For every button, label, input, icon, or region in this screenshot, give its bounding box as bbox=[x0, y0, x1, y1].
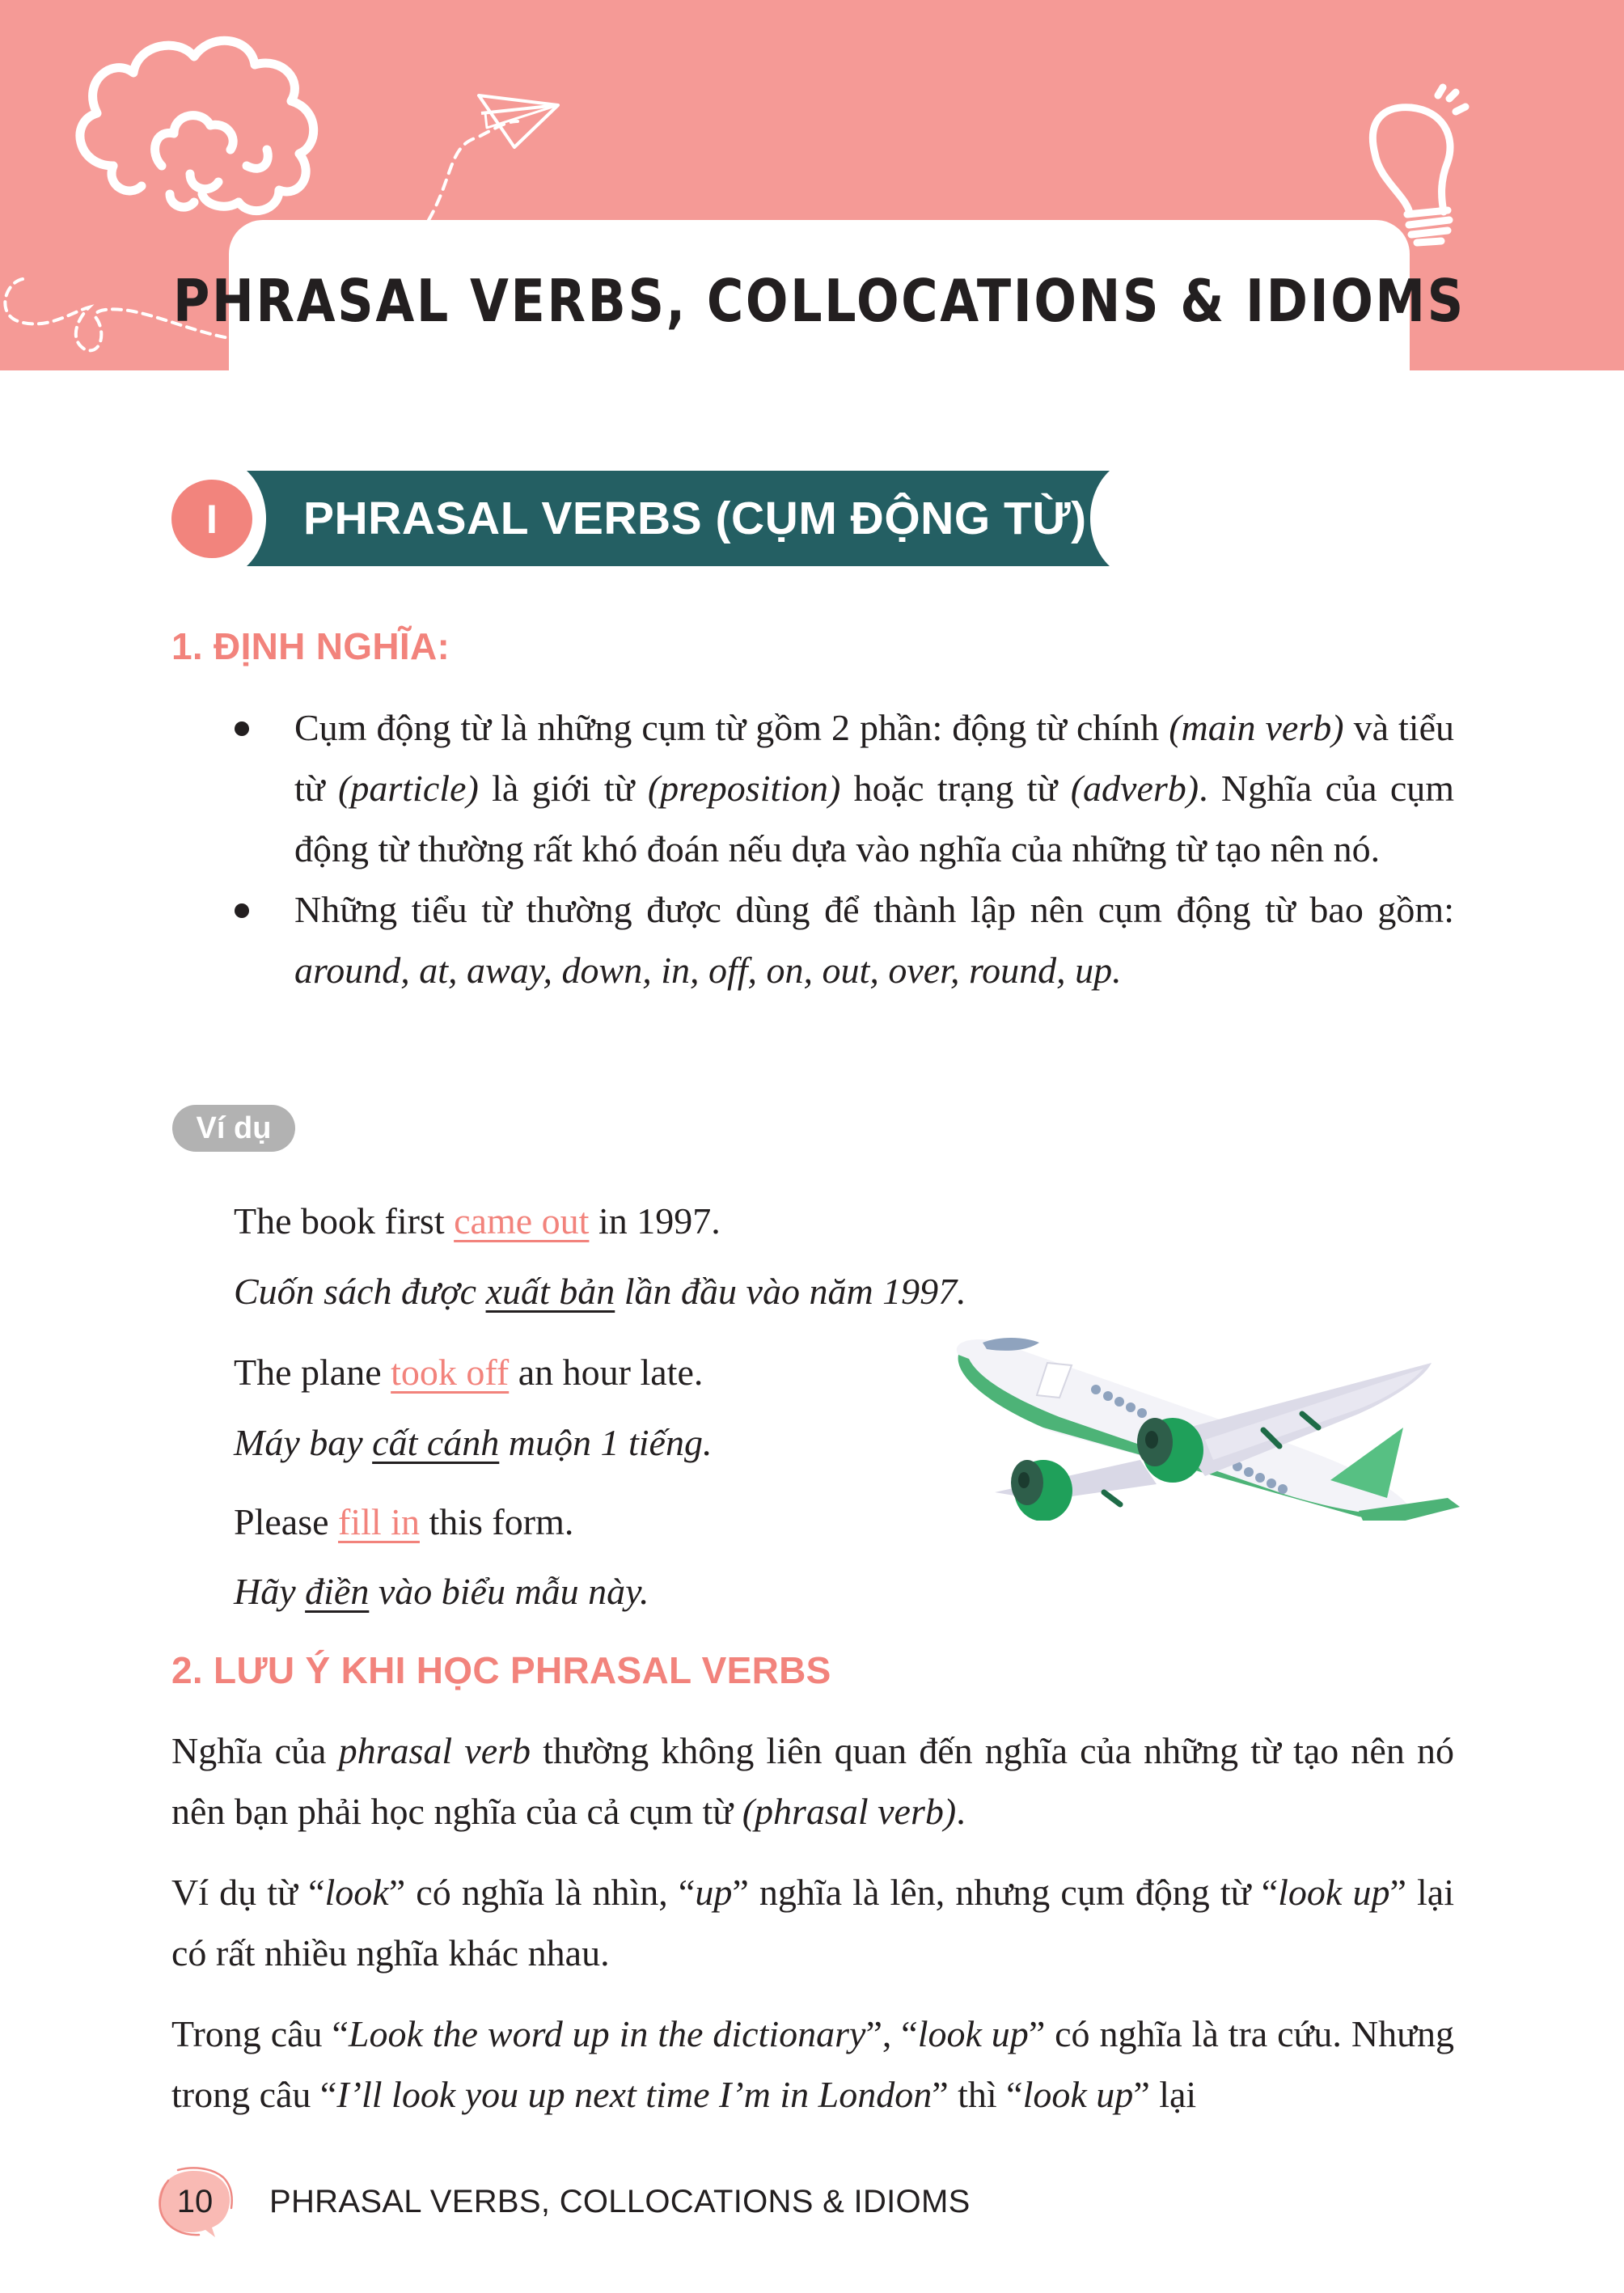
bullet-dot-icon bbox=[235, 721, 249, 736]
paragraph: Trong câu “Look the word up in the dictionary”, “look up” có nghĩa là tra cứu. Nhưng trong câu “I’ll look you up next time I’m in London” thì “look up” lại bbox=[171, 2013, 1454, 2115]
notes-paragraphs bbox=[171, 1720, 1454, 2145]
paragraph: Nghĩa của phrasal verb thường không liên quan đến nghĩa của những từ tạo nên nó nên bạn phải học nghĩa của cả cụm từ (phrasal verb). bbox=[171, 1730, 1454, 1832]
airplane-illustration bbox=[938, 1318, 1472, 1521]
phrasal-verb-highlight: took off bbox=[391, 1352, 510, 1393]
example-badge: Ví dụ bbox=[172, 1105, 295, 1152]
example-en-1: The book first came out in 1997. bbox=[234, 1200, 721, 1242]
title-box bbox=[173, 220, 1465, 370]
lightbulb-icon bbox=[1372, 87, 1465, 243]
example-vi-3: Hãy điền vào biểu mẫu này. bbox=[234, 1571, 649, 1612]
section-title: PHRASAL VERBS (CỤM ĐỘNG TỪ) bbox=[303, 493, 1087, 544]
bullet-dot-icon bbox=[235, 903, 249, 918]
definition-bullet-list bbox=[235, 697, 1454, 1001]
phrasal-verb-highlight: fill in bbox=[338, 1501, 420, 1542]
bullet-item: Những tiểu từ thường được dùng để thành lập nên cụm động từ bao gồm: around, at, away, down, in, off, on, out, over, round, up. bbox=[235, 879, 1454, 1001]
example-en-3: Please fill in this form. bbox=[234, 1501, 574, 1542]
phrasal-verb-highlight: came out bbox=[454, 1200, 590, 1242]
page-title: PHRASAL VERBS, COLLOCATIONS & IDIOMS bbox=[173, 267, 1465, 335]
dashed-flight-path bbox=[429, 121, 518, 220]
example-vi-1: Cuốn sách được xuất bản lần đầu vào năm 1997. bbox=[234, 1271, 966, 1312]
definition-heading: 1. ĐỊNH NGHĨA: bbox=[171, 625, 450, 667]
bullet-item: Cụm động từ là những cụm từ gồm 2 phần: động từ chính (main verb) và tiểu từ (particle) là giới từ (preposition) hoặc trạng từ (adverb). Nghĩa của cụm động từ thường rất khó đoán nếu dựa vào nghĩa của những từ tạo nên nó. bbox=[235, 697, 1454, 879]
translation-highlight: xuất bản bbox=[485, 1271, 615, 1312]
running-footer-title: PHRASAL VERBS, COLLOCATIONS & IDIOMS bbox=[269, 2184, 971, 2219]
section-header bbox=[171, 471, 1110, 566]
translation-highlight: cất cánh bbox=[372, 1422, 500, 1463]
translation-highlight: điền bbox=[305, 1571, 370, 1612]
page-number: 10 bbox=[176, 2184, 214, 2219]
notes-heading: 2. LƯU Ý KHI HỌC PHRASAL VERBS bbox=[171, 1649, 831, 1691]
example-vi-2: Máy bay cất cánh muộn 1 tiếng. bbox=[234, 1422, 713, 1463]
brain-doodle-icon bbox=[80, 40, 314, 210]
paragraph: Ví dụ từ “look” có nghĩa là nhìn, “up” nghĩa là lên, nhưng cụm động từ “look up” lại có rất nhiều nghĩa khác nhau. bbox=[171, 1872, 1454, 1974]
example-en-2: The plane took off an hour late. bbox=[234, 1352, 704, 1393]
section-number-badge: I bbox=[171, 480, 252, 558]
